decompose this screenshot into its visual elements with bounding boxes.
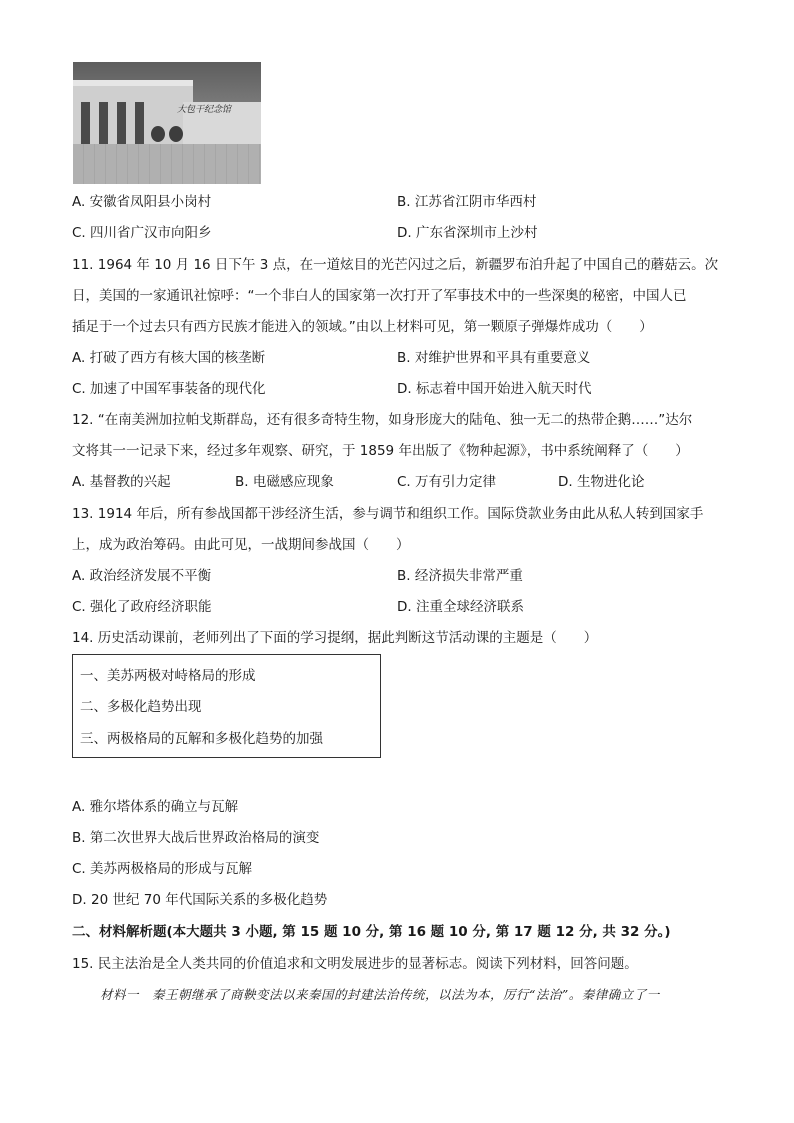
q11-option-c: C. 加速了中国军事装备的现代化 [72, 381, 266, 397]
q13-option-a: A. 政治经济发展不平衡 [72, 568, 212, 584]
tree [169, 126, 183, 142]
q12-stem-line2: 文将其一一记录下来，经过多年观察、研究，于 1859 年出版了《物种起源》，书中系统阐释了（ ） [72, 443, 689, 459]
building-pillar [81, 102, 90, 144]
q13-stem-line1: 13. 1914 年后，所有参战国都干涉经济生活，参与调节和组织工作。国际贷款业务由此从私人转到国家手 [72, 506, 704, 522]
q11-stem-line1: 11. 1964 年 10 月 16 日下午 3 点，在一道炫目的光芒闪过之后，新疆罗布泊升起了中国自己的蘑菇云。次 [72, 257, 719, 273]
q14-option-c: C. 美苏两极格局的形成与瓦解 [72, 861, 253, 877]
section-heading: 二、材料解析题(本大题共 3 小题, 第 15 题 10 分, 第 16 题 10 分, 第 17 题 12 分, 共 32 分。) [72, 924, 671, 940]
q11-option-d: D. 标志着中国开始进入航天时代 [397, 381, 592, 397]
memorial-hall-photo [73, 62, 261, 184]
q10-option-b: B. 江苏省江阴市华西村 [397, 194, 537, 210]
q10-option-c: C. 四川省广汉市向阳乡 [72, 225, 212, 241]
q15-material1: 材料一 秦王朝继承了商鞅变法以来秦国的封建法治传统，以法为本，厉行“法治”。秦律确立了一 [100, 987, 660, 1002]
q12-stem-line1: 12. “在南美洲加拉帕戈斯群岛，还有很多奇特生物，如身形庞大的陆龟、独一无二的热带企鹅……”达尔 [72, 412, 693, 428]
q10-option-d: D. 广东省深圳市上沙村 [397, 225, 538, 241]
q13-option-b: B. 经济损失非常严重 [397, 568, 523, 584]
q11-option-b: B. 对维护世界和平具有重要意义 [397, 350, 591, 366]
q14-option-a: A. 雅尔塔体系的确立与瓦解 [72, 799, 239, 815]
q12-option-c: C. 万有引力定律 [397, 474, 497, 490]
q11-stem-line2: 日，美国的一家通讯社惊呼：“一个非白人的国家第一次打开了军事技术中的一些深奥的秘密，中国人已 [72, 288, 687, 304]
q11-option-a: A. 打破了西方有核大国的核垄断 [72, 350, 266, 366]
q12-option-b: B. 电磁感应现象 [235, 474, 334, 490]
memorial-sign-text: 大包干纪念馆 [177, 105, 232, 115]
outline-item-3: 三、两极格局的瓦解和多极化趋势的加强 [80, 731, 323, 747]
q14-option-d: D. 20 世纪 70 年代国际关系的多极化趋势 [72, 892, 328, 908]
building-pillar [117, 102, 126, 144]
building-pillar [99, 102, 108, 144]
outline-item-1: 一、美苏两极对峙格局的形成 [80, 668, 256, 684]
q14-option-b: B. 第二次世界大战后世界政治格局的演变 [72, 830, 320, 846]
q10-option-a: A. 安徽省凤阳县小岗村 [72, 194, 212, 210]
outline-item-2: 二、多极化趋势出现 [80, 699, 202, 715]
q13-option-d: D. 注重全球经济联系 [397, 599, 524, 615]
q13-option-c: C. 强化了政府经济职能 [72, 599, 212, 615]
q15-stem-line1: 15. 民主法治是全人类共同的价值追求和文明发展进步的显著标志。阅读下列材料，回答问题。 [72, 956, 638, 972]
building-pillar [135, 102, 144, 144]
tree [151, 126, 165, 142]
q14-stem-line1: 14. 历史活动课前，老师列出了下面的学习提纲，据此判断这节活动课的主题是（ ） [72, 630, 598, 646]
plaza-ground [73, 144, 261, 184]
q11-stem-line3: 插足于一个过去只有西方民族才能进入的领域。”由以上材料可见，第一颗原子弹爆炸成功（ ） [72, 319, 653, 335]
q13-stem-line2: 上，成为政治筹码。由此可见，一战期间参战国（ ） [72, 537, 410, 553]
q12-option-d: D. 生物进化论 [558, 474, 645, 490]
q12-option-a: A. 基督教的兴起 [72, 474, 171, 490]
